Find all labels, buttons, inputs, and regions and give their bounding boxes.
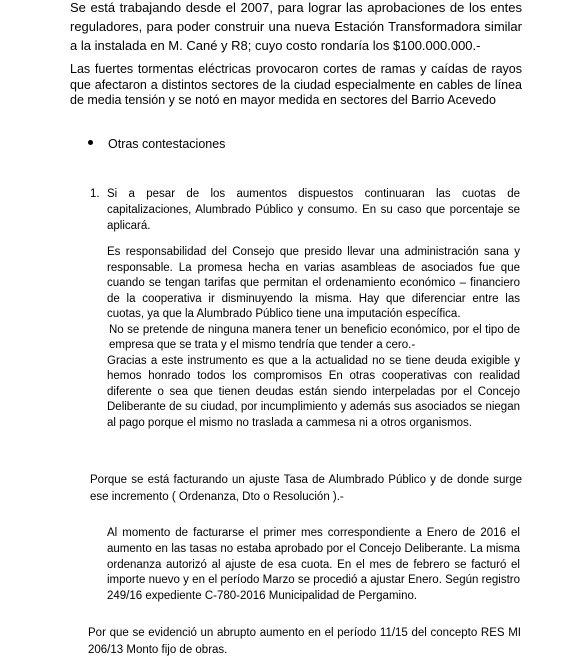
question-2: Porque se está facturando un ajuste Tasa de Alumbrado Público y de donde surge ese incremento ( Ordenanza, Dto o Resolución ).- [90, 474, 522, 503]
answer-1-paragraph-2: No se pretende de ninguna manera tener un beneficio económico, por el tipo de empresa que se trata y el mismo tendría que tender a cero.- [109, 323, 520, 351]
answer-1 [107, 245, 520, 431]
question-1: Si a pesar de los aumentos dispuestos continuaran las cuotas de capitalizaciones, Alumbrado Público y consumo. En su caso que porcentaje se aplicará. [107, 188, 520, 232]
answer-2: Al momento de facturarse el primer mes correspondiente a Enero de 2016 el aumento en las tasas no estaba aprobado por el Concejo Deliberante. La misma ordenanza autorizó al ajuste de esa cuota. En el mes de febrero se facturó el importe nuevo y en el período Marzo se procedió a ajustar Enero. Según registro 249/16 expediente C-780-2016 Municipalidad de Pergamino. [107, 527, 520, 603]
answer-1-paragraph-3: Gracias a este instrumento es que a la actualidad no se tiene deuda exigible y hemos honrado todos los compromisos En otras cooperativas con realidad diferente o sea que tienen deudas están siendo interpeladas por el Concejo Deliberante de su ciudad, por incumplimiento y además sus asociados se niegan al pago porque el mismo no traslada a cammesa ni a otros organismos. [107, 354, 520, 429]
bullet-item-other-answers [88, 136, 225, 152]
bullet-icon [88, 140, 93, 145]
bullet-item-label: Otras contestaciones [108, 137, 226, 151]
question-number: 1. [90, 188, 100, 200]
question-3: Por que se evidenció un abrupto aumento en el período 11/15 del concepto RES MI 206/13 Monto fijo de obras. [88, 627, 521, 656]
paragraph-storms: Las fuertes tormentas eléctricas provocaron cortes de ramas y caídas de rayos que afectaron a distintos sectores de la ciudad especialmente en cables de línea de media tensión y se notó en mayor medida en sectores del Barrio Acevedo [70, 62, 522, 108]
paragraph-transformer-station: Se está trabajando desde el 2007, para lograr las aprobaciones de los entes reguladores, para poder construir una nueva Estación Transformadora similar a la instalada en M. Cané y R8; cuyo costo rondaría los $100.000.000.- [70, 0, 522, 53]
answer-1-paragraph-1: Es responsabilidad del Consejo que presido llevar una administración sana y responsable. La promesa hecha en varias asambleas de asociados fue que cuando se tengan tarifas que permitan el ordenamiento económico – financiero de la cooperativa ir disminuyendo la misma. Hay que diferenciar entre las cuotas, ya que la Alumbrado Público tiene una imputación específica. [107, 246, 520, 320]
